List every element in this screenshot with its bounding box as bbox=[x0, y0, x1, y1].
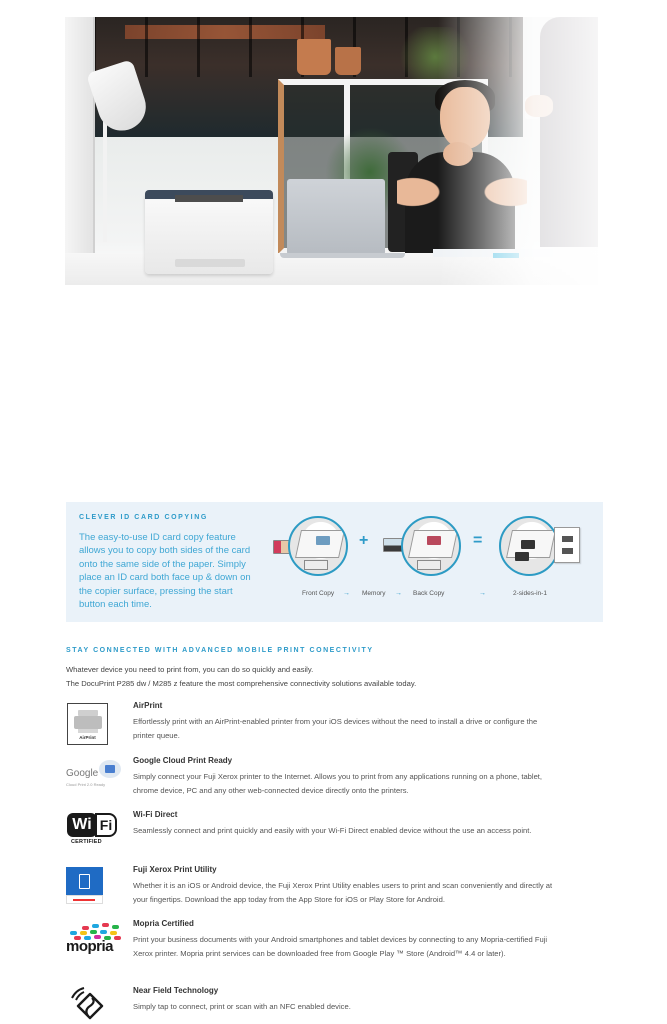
section-heading: CLEVER ID CARD COPYING bbox=[79, 514, 208, 521]
feature-title: Near Field Technology bbox=[133, 986, 219, 995]
feature-google-cloud-print bbox=[66, 756, 566, 806]
feature-nfc bbox=[66, 986, 566, 1022]
intro-line: The DocuPrint P285 dw / M285 z feature the most comprehensive connectivity solutions available today. bbox=[66, 678, 417, 688]
feature-print-utility bbox=[66, 865, 566, 915]
feature-title: Fuji Xerox Print Utility bbox=[133, 865, 217, 874]
wifi-certified-icon: Wi Fi CERTIFIED bbox=[66, 810, 120, 860]
feature-description: Simply tap to connect, print or scan with an NFC enabled device. bbox=[133, 1002, 351, 1011]
feature-description: Seamlessly connect and print quickly and easily with your Wi-Fi Direct enabled device without the use an access point. bbox=[133, 826, 532, 835]
arrow-icon: → bbox=[343, 590, 350, 597]
scanner-back-copy-icon bbox=[401, 516, 461, 576]
feature-description: Simply connect your Fuji Xerox printer to the Internet. Allows you to print from any applications running on a phone, tablet, chrome device, PC and any other web-connected device directly onto the printers. bbox=[133, 772, 543, 795]
feature-description: Whether it is an iOS or Android device, the Fuji Xerox Print Utility enables users to print and scan conveniently and directly at your fingertips. Download the app today from the App Store for iOS or Play Store for Android. bbox=[133, 881, 553, 904]
airprint-icon: AirPrint bbox=[66, 701, 120, 751]
scanner-result-icon bbox=[499, 516, 559, 576]
fuji-xerox-print-utility-icon bbox=[66, 865, 120, 915]
plant-pot bbox=[335, 47, 361, 75]
printer-paper-tray bbox=[175, 259, 245, 267]
intro-line: Whatever device you need to print from, you can do so quickly and easily. bbox=[66, 665, 314, 674]
feature-airprint bbox=[66, 701, 566, 751]
google-cloud-print-icon: Google Cloud Print 2.0 Ready bbox=[66, 756, 120, 806]
printer-output-slot bbox=[175, 195, 243, 202]
id-copy-diagram bbox=[273, 512, 593, 612]
plus-icon: + bbox=[359, 532, 369, 549]
feature-description: Print your business documents with your Android smartphones and tablet devices by connecting to any Mopria-certified Fuji Xerox printer. Mopria print services can be downloaded free from Google Play ™ Store (Android™ 4.4 or later). bbox=[133, 935, 548, 958]
printed-page-icon bbox=[554, 527, 580, 563]
feature-description: Effortlessly print with an AirPrint-enabled printer from your iOS devices without the need to install a drive or configure the printer queue. bbox=[133, 717, 538, 740]
id-card-copying-panel bbox=[66, 502, 603, 622]
laptop bbox=[287, 179, 385, 255]
arrow-icon: → bbox=[479, 590, 486, 597]
scanner-front-copy-icon bbox=[288, 516, 348, 576]
mopria-icon: mopria bbox=[66, 919, 120, 969]
feature-title: Wi-Fi Direct bbox=[133, 810, 178, 819]
light-glow bbox=[438, 17, 598, 285]
section-body: The easy-to-use ID card copy feature allows you to copy both sides of the card onto the same side of the paper. Simply place an ID card both face up & down on the copier surface, pressing the start button each time. bbox=[79, 532, 251, 611]
feature-title: AirPrint bbox=[133, 701, 163, 710]
feature-mopria bbox=[66, 919, 566, 979]
laptop-base bbox=[280, 253, 405, 258]
step-2-sides-in-1: 2-sides-in-1 bbox=[513, 590, 547, 597]
arrow-icon: → bbox=[395, 590, 402, 597]
equals-icon: = bbox=[473, 532, 483, 549]
feature-title: Mopria Certified bbox=[133, 919, 194, 928]
step-back-copy: Back Copy bbox=[413, 590, 445, 597]
step-front-copy: Front Copy bbox=[302, 590, 335, 597]
shelf bbox=[65, 17, 95, 267]
connectivity-heading: STAY CONNECTED WITH ADVANCED MOBILE PRINT CONECTIVITY bbox=[66, 647, 374, 654]
hero-photo bbox=[65, 17, 598, 285]
nfc-icon bbox=[66, 986, 120, 1024]
step-memory: Memory bbox=[362, 590, 386, 597]
feature-wifi-direct bbox=[66, 810, 566, 860]
feature-title: Google Cloud Print Ready bbox=[133, 756, 233, 765]
id-card-back-icon bbox=[383, 538, 403, 552]
plant-pot bbox=[297, 39, 331, 75]
connectivity-intro bbox=[66, 663, 586, 690]
step-labels bbox=[273, 590, 593, 602]
